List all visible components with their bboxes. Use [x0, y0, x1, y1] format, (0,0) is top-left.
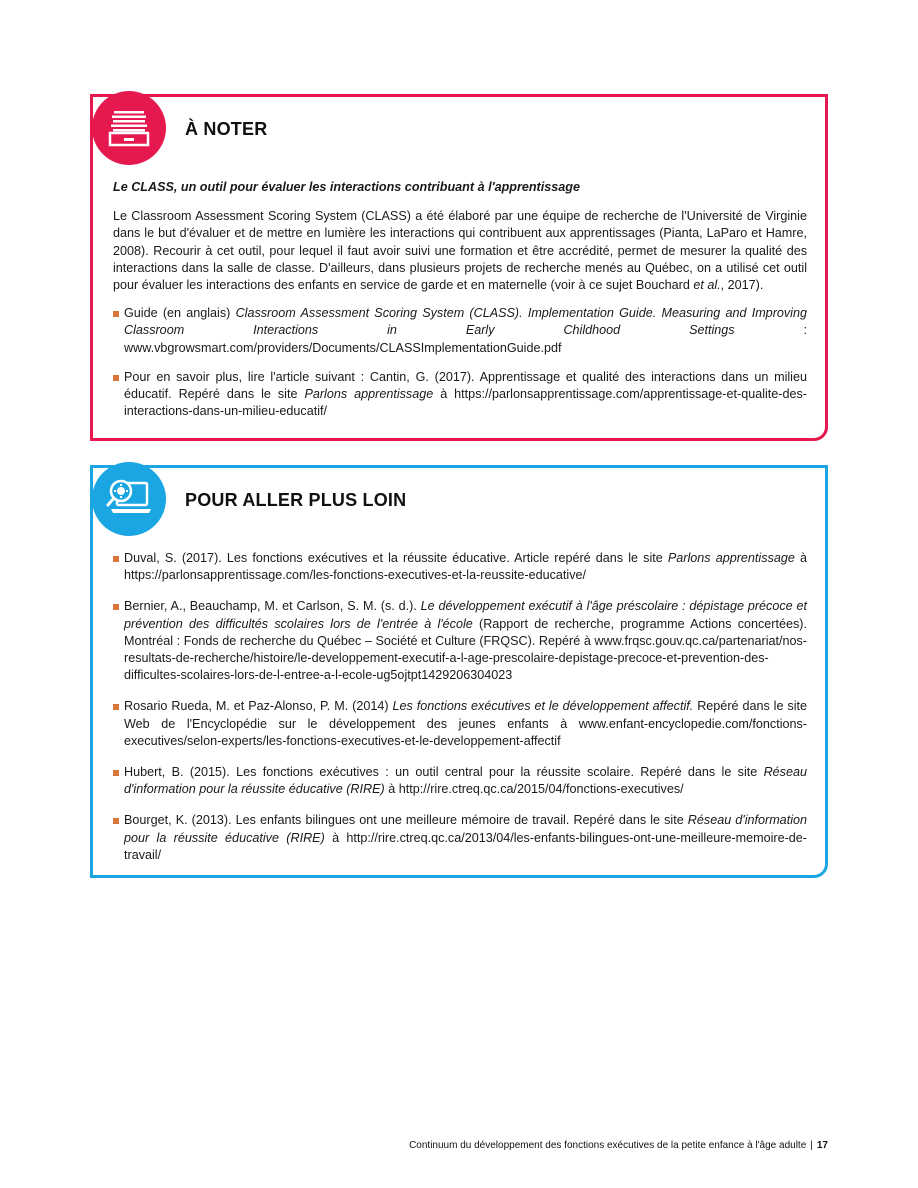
link-text[interactable]: à http://rire.ctreq.qc.ca/2015/04/fonctions-executives/ — [384, 782, 684, 797]
bullet-square-icon — [113, 704, 119, 710]
link-text[interactable]: à https://parlonsapprentissage.com/les-fonctions-executives-et-la-reussite-educative/ — [124, 551, 807, 583]
list-item: Hubert, B. (2015). Les fonctions exécutives : un outil central pour la réussite scolaire. Repéré dans le site Réseau d'information pour la réussite éducative (RIRE) à http://rire.ctreq.qc.ca/2015/04/fonctions-executives/ — [113, 764, 807, 798]
note-subtitle: Le CLASS, un outil pour évaluer les interactions contribuant à l'apprentissage — [113, 180, 580, 194]
footer-separator: | — [810, 1140, 813, 1151]
note-paragraph: Le Classroom Assessment Scoring System (CLASS) a été élaboré par une équipe de recherche de l'Université de Virginie dans le but d'évaluer et de mettre en lumière les interactions qui contribuent aux apprentissages (Pianta, LaParo et Hamre, 2008). Recourir à cet outil, pour lequel il faut avoir suivi une formation et être accrédité, permet de mesurer la qualité des interactions dans la salle de classe. D'ailleurs, dans plusieurs projets de recherche menés au Québec, on a utilisé cet outil pour évaluer les interactions des enfants en service de garde et en maternelle (voir à ce sujet Bouchard et al., 2017). — [113, 209, 807, 293]
list-item: Pour en savoir plus, lire l'article suivant : Cantin, G. (2017). Apprentissage et qualité des interactions dans un milieu éducatif. Repéré dans le site Parlons apprentissage à https://parlonsapprentissage.com/apprentissage-et-qualite-des-interactions-dans-un-milieu-educatif/ — [113, 369, 807, 421]
bullet-square-icon — [113, 770, 119, 776]
bullet-square-icon — [113, 818, 119, 824]
page-footer — [409, 1140, 828, 1151]
link-text[interactable]: à http://rire.ctreq.qc.ca/2013/04/les-enfants-bilingues-ont-une-meilleure-memoire-de-travail/ — [124, 830, 807, 862]
note-box-title: À NOTER — [185, 119, 268, 139]
laptop-search-gear-icon — [92, 462, 166, 536]
note-box-content — [113, 179, 807, 432]
filing-tray-icon — [92, 91, 166, 165]
list-item: Bernier, A., Beauchamp, M. et Carlson, S. M. (s. d.). Le développement exécutif à l'âge préscolaire : dépistage précoce et prévention des difficultés scolaires lors de l'entrée à l'école (Rapport de recherche, programme Actions concertées). Montréal : Fonds de recherche du Québec – Société et Culture (FRQSC). Repéré à www.frqsc.gouv.qc.ca/partenariat/nos-resultats-de-recherche/histoire/le-developpement-executif-a-l-age-prescolaire-depistage-precoce-et-prevention-des-difficultes-scolaires-lors-de-l-entree-a-l-ecole-ug5ojtpt1429206304023 — [113, 598, 807, 684]
list-item: Bourget, K. (2013). Les enfants bilingues ont une meilleure mémoire de travail. Repéré dans le site Réseau d'information pour la réussite éducative (RIRE) à http://rire.ctreq.qc.ca/2013/04/les-enfants-bilingues-ont-une-meilleure-memoire-de-travail/ — [113, 812, 807, 864]
further-reading-box — [90, 465, 828, 878]
bullet-square-icon — [113, 375, 119, 381]
bullet-square-icon — [113, 604, 119, 610]
further-box-content — [113, 550, 807, 878]
bullet-square-icon — [113, 556, 119, 562]
list-item: Rosario Rueda, M. et Paz-Alonso, P. M. (2014) Les fonctions exécutives et le développement affectif. Repéré dans le site Web de l'Encyclopédie sur le développement des jeunes enfants à www.enfant-encyclopedie.com/fonctions-executives/selon-experts/les-fonctions-executives-et-le-developpement-affectif — [113, 698, 807, 750]
link-text[interactable]: à https://parlonsapprentissage.com/apprentissage-et-qualite-des-interactions-dans-un-milieu-educatif/ — [124, 387, 808, 419]
footer-title: Continuum du développement des fonctions exécutives de la petite enfance à l'âge adulte — [409, 1140, 807, 1151]
list-item: Guide (en anglais) Classroom Assessment Scoring System (CLASS). Implementation Guide. Measuring and Improving Classroom Interactions in Early Childhood Settings : www.vbgrowsmart.com/providers/Documents/CLASSImplementationGuide.pdf — [113, 305, 807, 357]
page-number: 17 — [816, 1140, 828, 1151]
list-item: Duval, S. (2017). Les fonctions exécutives et la réussite éducative. Article repéré dans le site Parlons apprentissage à https://parlonsapprentissage.com/les-fonctions-executives-et-la-reussite-educative/ — [113, 550, 807, 584]
note-box — [90, 94, 828, 441]
link-text[interactable]: Repéré dans le site Web de l'Encyclopédie sur le développement des jeunes enfants à www.enfant-encyclopedie.com/fonctions-executives/selon-experts/les-fonctions-executives-et-le-developpement-affectif — [124, 699, 807, 748]
further-box-title: POUR ALLER PLUS LOIN — [185, 490, 407, 510]
bullet-square-icon — [113, 311, 119, 317]
link-text[interactable]: (Rapport de recherche, programme Actions concertées). Montréal : Fonds de recherche du Québec – Société et Culture (FRQSC). Repéré à www.frqsc.gouv.qc.ca/partenariat/nos-resultats-de-recherche/histoire/le-developpement-executif-a-l-age-prescolaire-depistage-precoce-et-prevention-des-difficultes-scolaires-lors-de-l-entree-a-l-ecole-ug5ojtpt1429206304023 — [124, 616, 808, 683]
link-text[interactable]: : www.vbgrowsmart.com/providers/Documents/CLASSImplementationGuide.pdf — [124, 323, 807, 355]
